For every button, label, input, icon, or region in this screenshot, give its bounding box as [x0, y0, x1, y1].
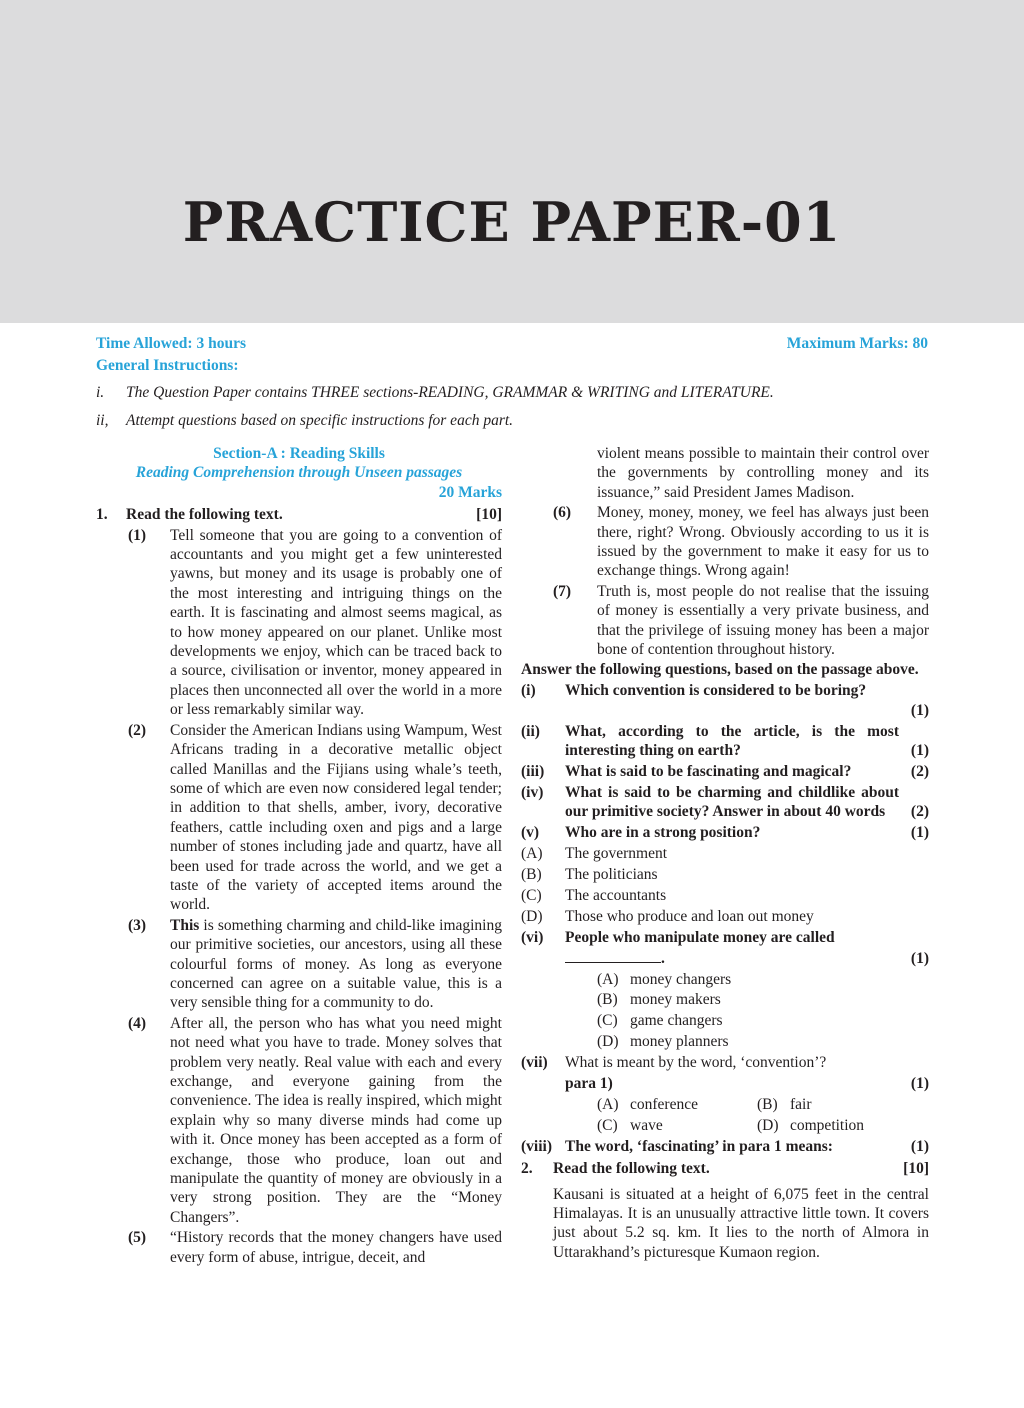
sub-question	[521, 1137, 929, 1156]
sub-question-number: (v)	[521, 824, 540, 842]
option-text: wave	[630, 1116, 663, 1134]
option-label: (A)	[597, 1096, 619, 1113]
sub-question-number: (viii)	[521, 1137, 552, 1155]
option-text: game changers	[630, 1012, 723, 1030]
option-label: (D)	[757, 1116, 779, 1134]
option-item	[597, 970, 929, 989]
maximum-marks: Maximum Marks: 80	[786, 335, 928, 352]
sub-question-number: (i)	[521, 682, 536, 700]
paragraph-number: (6)	[553, 504, 572, 522]
section-subtitle: Reading Comprehension through Unseen passages	[135, 464, 463, 482]
question-2-heading	[521, 1159, 929, 1178]
option-label: (C)	[597, 1116, 618, 1134]
sub-question-text: What is meant by the word, ‘convention’?	[565, 1054, 827, 1072]
question-number: 1.	[96, 506, 108, 524]
option-row	[597, 1095, 929, 1114]
option-item	[597, 1095, 757, 1114]
instruction-item	[96, 384, 936, 402]
paragraph-text: “History records that the money changers have used every form of abuse, intrigue, deceit, and	[170, 1229, 502, 1266]
sub-question	[521, 1053, 929, 1072]
paragraph-continuation: violent means possible to maintain their control over the governments by controlling money and its issuance,” said President James Madison.	[597, 445, 929, 501]
sub-question-text: Which convention is considered to be boring?	[565, 682, 867, 700]
passage-paragraph	[521, 582, 929, 660]
option-text: competition	[790, 1116, 865, 1134]
section-title: Section-A : Reading Skills	[213, 445, 385, 462]
question-1-heading	[96, 505, 502, 524]
question-heading-text: Read the following text.	[126, 506, 283, 524]
passage-paragraph	[96, 721, 502, 915]
paragraph-text: Consider the American Indians using Wampum, West Africans trading in a decorative metallic object called Manillas and the Fijians using whale’s teeth, some of which are even now considered legal tender; in addition to that shells, amber, ivory, decorative feathers, cattle including oxen and pigs and a large number of stones including jade and quartz, have all been used for trade across the world, and we get a taste of the variety of accepted items around the world.	[170, 721, 502, 914]
option-label: (D)	[597, 1033, 619, 1051]
option-label: (A)	[597, 970, 619, 988]
sub-question-marks: (1)	[910, 1137, 929, 1155]
sub-question	[521, 823, 929, 842]
option-label: (A)	[521, 845, 543, 863]
title-banner	[0, 0, 1024, 323]
option-item	[521, 886, 929, 905]
question-number: 2.	[521, 1160, 533, 1178]
sub-question-number: (vi)	[521, 928, 544, 946]
paragraph-text: Money, money, money, we feel has always just been there, right? Wrong. Obviously according to us it is issued by the government to make it easy for us to exchange things. Wrong again!	[597, 504, 929, 580]
instruction-number: ii,	[96, 412, 109, 429]
paragraph-number: (2)	[128, 721, 147, 739]
sub-question-marks: (2)	[910, 803, 929, 821]
sub-question	[521, 928, 929, 947]
passage-paragraph	[96, 916, 502, 1013]
option-text: Those who produce and loan out money	[565, 907, 814, 925]
sub-question-text: Who are in a strong position?	[565, 824, 761, 842]
paragraph-body: is something charming and child-like imagining our primitive societies, our ancestors, using all these colourful forms of money. As long as everyone concerned can agree on a suitable value, this is a very sensible thing for a community to do.	[170, 916, 502, 1012]
paragraph-number: (3)	[128, 916, 147, 934]
paragraph-number: (7)	[553, 582, 572, 600]
sub-question-number: (ii)	[521, 722, 540, 740]
sub-question-number: (vii)	[521, 1054, 548, 1072]
sub-question-blank-line: . (1)	[521, 949, 929, 968]
sub-question-marks: (1)	[910, 701, 929, 719]
option-text: conference	[630, 1096, 698, 1113]
sub-question-marks: (1)	[910, 742, 929, 760]
section-marks: 20 Marks	[438, 483, 502, 501]
option-text: The accountants	[565, 886, 667, 904]
sub-question	[521, 681, 929, 700]
instruction-number: i.	[96, 384, 105, 401]
option-item	[597, 1032, 929, 1051]
question-heading-text: Read the following text.	[553, 1160, 710, 1178]
option-text: money planners	[630, 1033, 729, 1051]
sub-question-marks: (1)	[910, 1075, 929, 1093]
sub-question-text: para 1)	[565, 1075, 613, 1093]
sub-question-text: What is said to be fascinating and magical?	[565, 763, 852, 780]
paragraph-number: (1)	[128, 526, 147, 544]
question-2-passage: Kausani is situated at a height of 6,075 feet in the central Himalayas. It is an unusually attractive little town. It covers just about 5.2 sq. km. It lies to the north of Almora in Uttarakhand’s picturesque Kumaon region.	[553, 1185, 929, 1261]
option-row	[597, 1116, 929, 1135]
sub-question-number: (iii)	[521, 763, 545, 780]
sub-question-marks: (2)	[910, 763, 929, 780]
passage-paragraph	[521, 503, 929, 581]
option-label: (B)	[521, 866, 542, 884]
option-label: (B)	[597, 991, 618, 1009]
option-label: (C)	[597, 1012, 618, 1030]
option-text: fair	[790, 1096, 812, 1113]
instruction-text: The Question Paper contains THREE sections-READING, GRAMMAR & WRITING and LITERATURE.	[126, 384, 774, 401]
sub-question	[521, 762, 929, 781]
option-item	[757, 1095, 917, 1114]
option-item	[521, 865, 929, 884]
option-label: (D)	[521, 907, 543, 925]
time-allowed: Time Allowed: 3 hours	[96, 335, 246, 352]
question-marks: [10]	[903, 1160, 929, 1178]
sub-question-marks: (1)	[910, 949, 929, 967]
paragraph-text: After all, the person who has what you need might not need what you have to trade. Money solves that problem very neatly. Real value with each and every exchange, and everyone gaining from the convenience. The idea is really inspired, which might explain why so many diverse minds had come up with it. Once money has been accepted as a form of exchange, those who produce, loan out and manipulate the quantity of money are obviously in a very strong position. They are the “Money Changers”.	[170, 1014, 502, 1226]
option-label: (B)	[757, 1096, 778, 1113]
passage-paragraph	[96, 1014, 502, 1227]
option-item	[597, 990, 929, 1009]
instruction-item	[96, 412, 936, 430]
option-text: money changers	[630, 970, 732, 988]
paragraph-number: (4)	[128, 1014, 147, 1032]
sub-question-continuation	[521, 1074, 929, 1093]
option-item	[597, 1116, 757, 1135]
page-title: PRACTICE PAPER-01	[182, 190, 842, 254]
paragraph-text: Tell someone that you are going to a convention of accountants and you might get a few uninterested yawns, but money and its usage is probably one of the most interesting and intriguing things on the earth. It is fascinating and almost seems magical, as to how money appeared on our planet. Unlike most developments we enjoy, which can be traced back to a source, civilisation or inventor, money appeared in places then unconnected all over the world in a more or less remarkably similar way.	[170, 526, 502, 719]
passage-paragraph	[96, 526, 502, 720]
left-column	[96, 444, 502, 1267]
paragraph-text	[170, 916, 502, 1013]
sub-question-text: What, according to the article, is the most interesting thing on earth?	[565, 722, 899, 760]
option-item	[597, 1011, 929, 1030]
option-label: (C)	[521, 886, 542, 904]
answer-blank	[565, 949, 661, 963]
option-text: money makers	[630, 991, 721, 1009]
paragraph-number: (5)	[128, 1229, 147, 1247]
paragraph-text: Truth is, most people do not realise that the issuing of money is essentially a very private business, and that the privilege of issuing money has been a major bone of contention throughout history.	[597, 582, 929, 659]
sub-question-text: People who manipulate money are called	[565, 928, 835, 946]
question-marks: [10]	[476, 506, 502, 524]
paragraph-bold-lead: This	[170, 916, 200, 934]
instruction-text: Attempt questions based on specific instructions for each part.	[126, 412, 514, 429]
sub-question-text: The word, ‘fascinating’ in para 1 means:	[565, 1137, 833, 1155]
passage-paragraph	[96, 1228, 502, 1267]
option-text: The government	[565, 845, 668, 863]
answer-instructions: Answer the following questions, based on the passage above.	[521, 661, 919, 679]
option-item	[757, 1116, 917, 1135]
sub-question-marks: (1)	[910, 824, 929, 842]
option-item	[521, 907, 929, 926]
sub-question-number: (iv)	[521, 783, 544, 801]
sub-question-text: What is said to be charming and childlike about our primitive society? Answer in about 40 words	[565, 783, 899, 821]
sub-question	[521, 783, 929, 822]
option-item	[521, 844, 929, 863]
sub-question	[521, 722, 929, 761]
option-text: The politicians	[565, 866, 658, 884]
right-column	[521, 444, 929, 1262]
general-instructions-heading: General Instructions:	[96, 357, 239, 374]
